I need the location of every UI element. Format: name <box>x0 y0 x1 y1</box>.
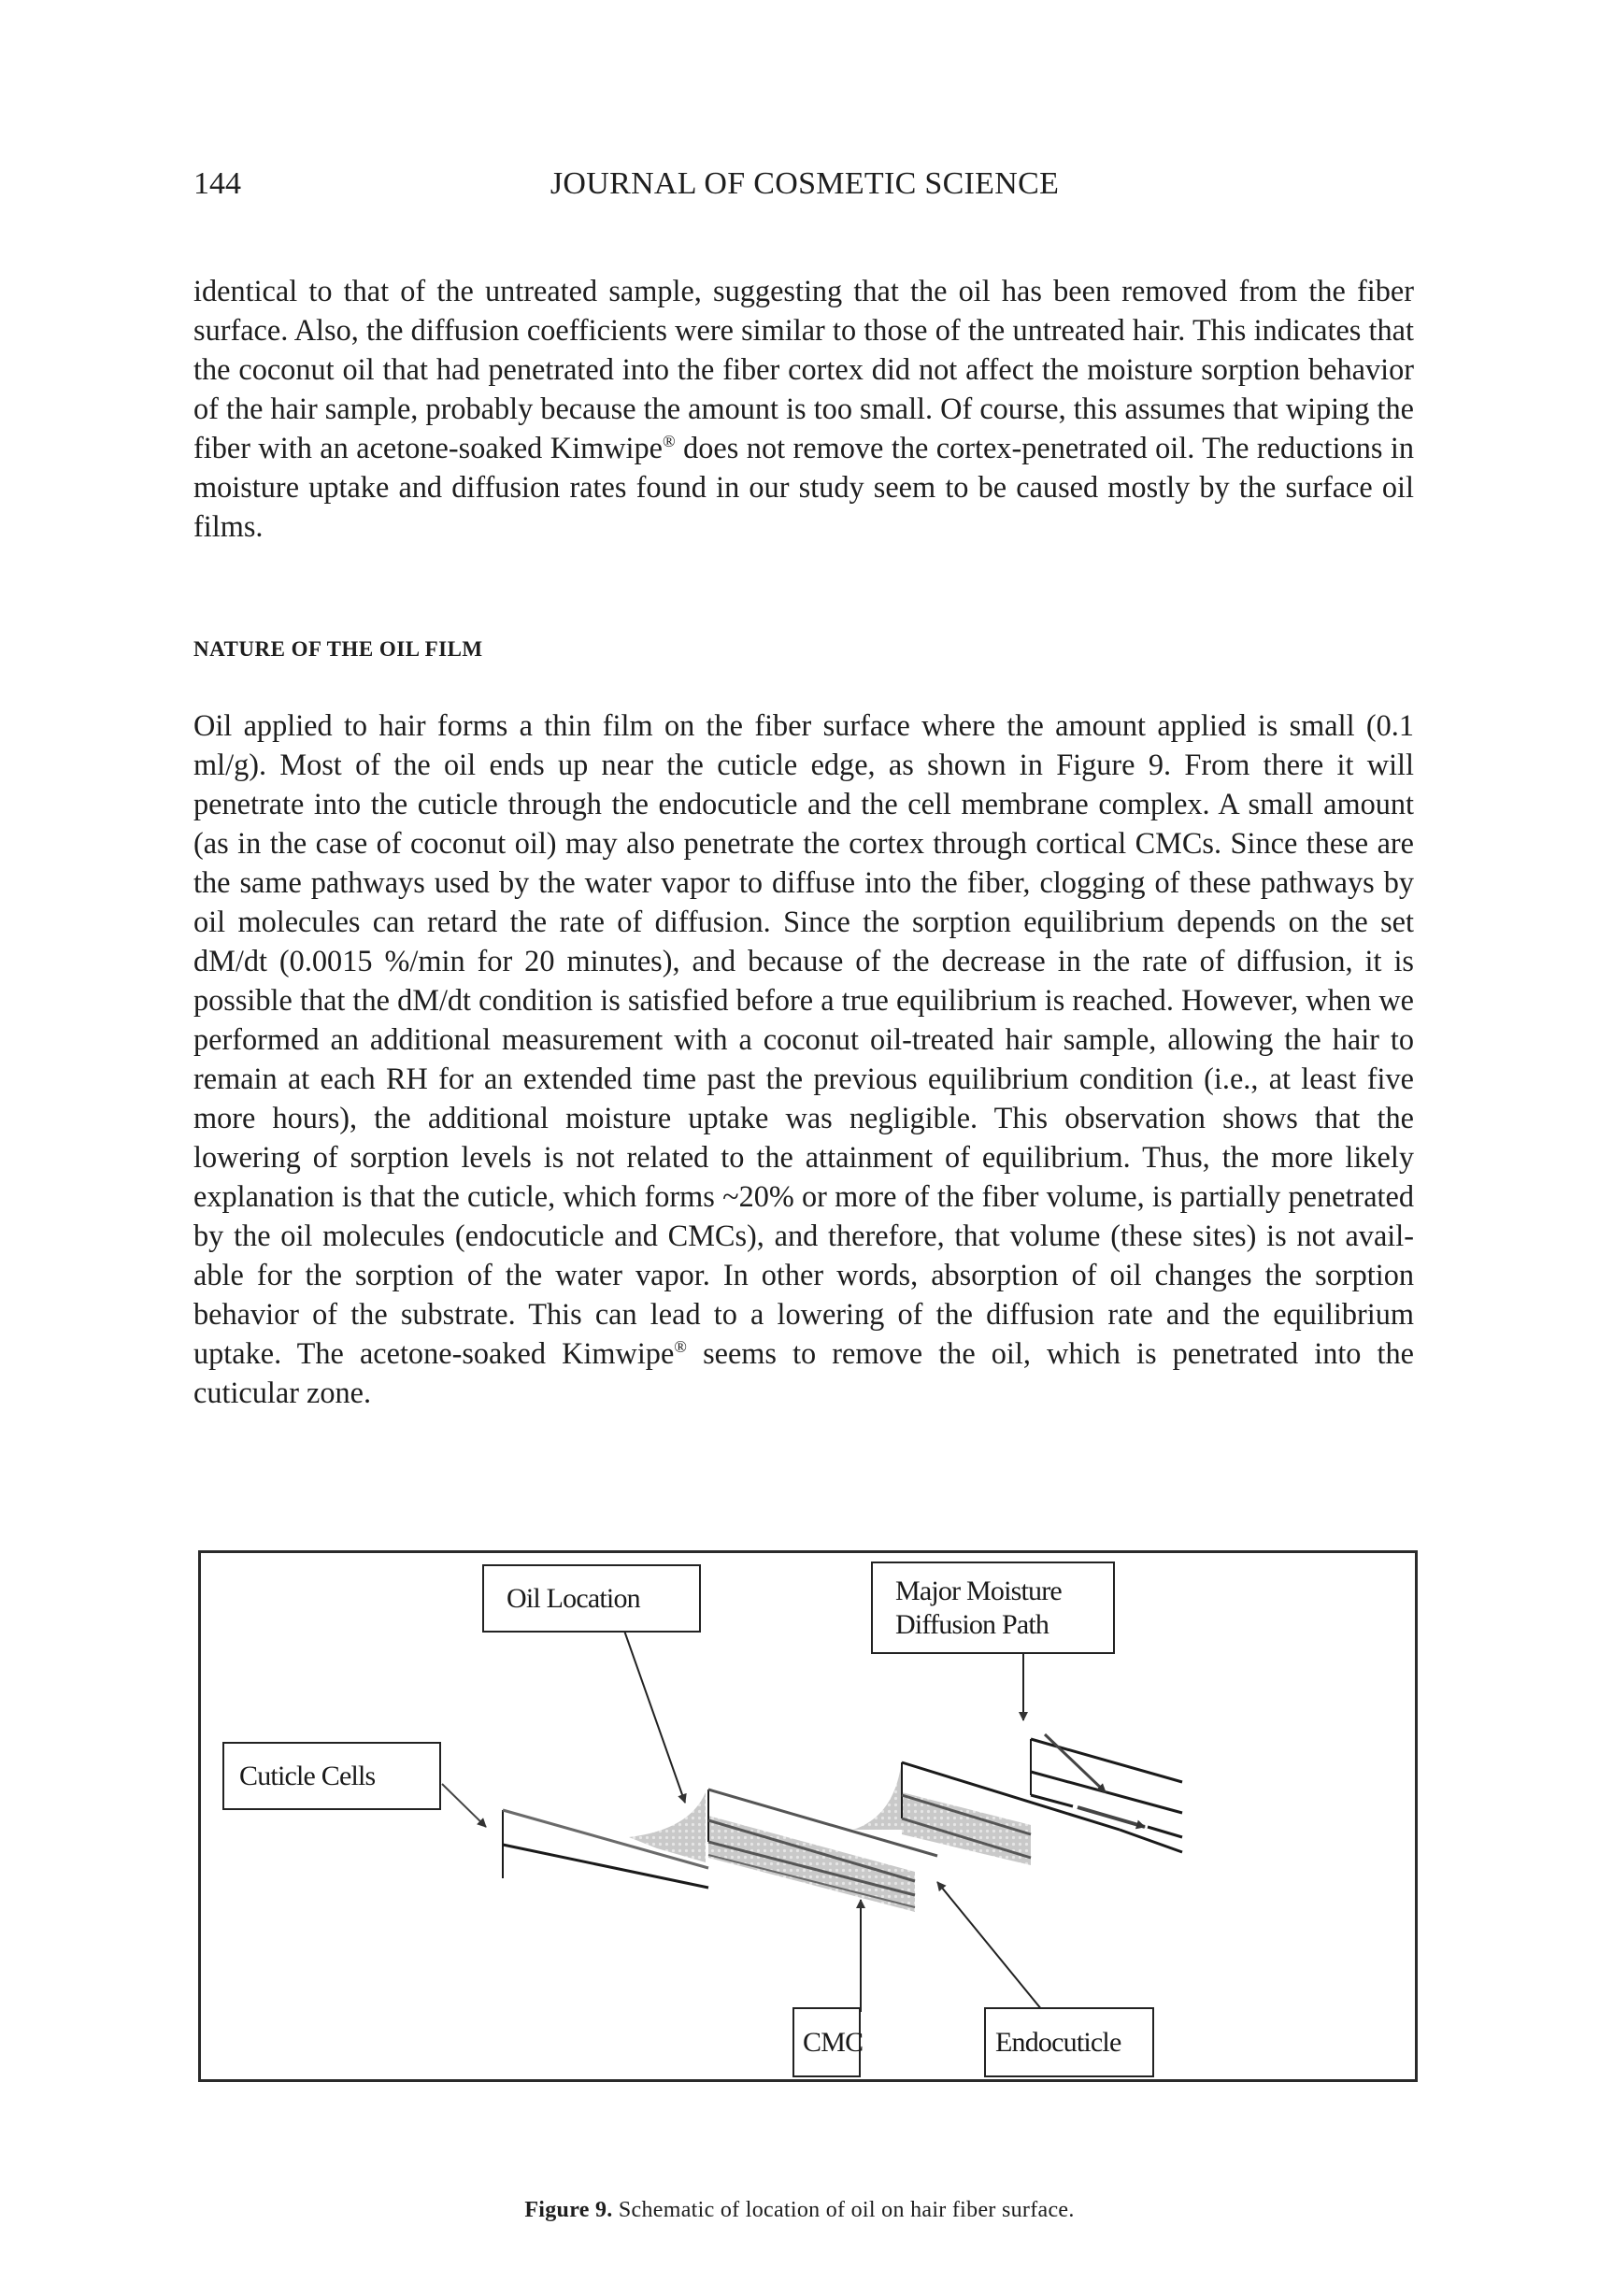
label-cmc <box>792 2007 864 2077</box>
registered-mark: ® <box>674 1337 687 1356</box>
page-number: 144 <box>193 166 241 201</box>
cuticle-cells-arrow <box>442 1784 486 1827</box>
label-major-moisture-diffusion-path <box>871 1562 1115 1654</box>
paragraph-continued <box>193 271 1414 546</box>
paragraph-oil-film <box>193 706 1414 1412</box>
running-header <box>193 166 1414 213</box>
diffusion-arrow <box>1078 1807 1145 1827</box>
label-text: Cuticle Cells <box>239 1760 376 1791</box>
figure-9 <box>198 1550 1418 2082</box>
caption-text: Schematic of location of oil on hair fiber surface. <box>612 2198 1075 2222</box>
label-oil-location <box>482 1564 701 1633</box>
caption-label: Figure 9. <box>524 2198 613 2222</box>
paragraph-text: Oil applied to hair forms a thin film on the fiber surface where the amount applied is small (0.1 ml/g). Most of the oil ends up near the cuticle edge, as shown in Figure 9. From there it will penetrate into the cuticle through the endocuticle and the cell membrane complex. A small amount (as in the case of coconut oil) may also penetrate the cortex through cortical CMCs. Since these are the same pathways used by the water vapor to diffuse into the fiber, clogging of these pathways by oil molecules can retard the rate of diffusion. Since the sorption equilibrium depends on the set dM/dt (0.0015 %/min for 20 minutes), and because of the decrease in the rate of diffusion, it is possible that the dM/dt condition is satisfied before a true equilibrium is reached. However, when we performed an additional measurement with a coconut oil-treated hair sample, allowing the hair to remain at each RH for an extended time past the previous equilibrium condition (i.e., at least five more hours), the additional moisture uptake was negligible. This observation shows that the lowering of sorption levels is not related to the attainment of equilibrium. Thus, the more likely explanation is that the cuticle, which forms ~20% or more of the fiber volume, is partially penetrated by the oil molecules (endocuticle and CMCs), and therefore, that volume (these sites) is not available for the sorption of the water vapor. In other words, absorption of oil changes the sorption behavior of the substrate. This can lead to a lowering of the diffusion rate and the equilibrium uptake. The acetone-soaked Kimwipe <box>193 708 1414 1370</box>
label-text: Endocuticle <box>995 2026 1121 2058</box>
label-text: Oil Location <box>507 1582 640 1614</box>
label-cuticle-cells <box>222 1742 441 1810</box>
oil-meniscus-2 <box>853 1760 902 1830</box>
figure-caption <box>0 2198 1599 2223</box>
paragraph-text: identical to that of the untreated sample, suggesting that the oil has been removed from the fiber surface. Also, the diffusion coefficients were similar to those of the untreated hair. This indicates that the coconut oil that had penetrated into the fiber cortex did not affect the moisture sorption behavior of the hair sample, probably because the amount is too small. Of course, this assumes that wiping the fiber with an acetone-soaked Kimwipe <box>193 274 1414 464</box>
label-text: CMC <box>803 2026 864 2058</box>
label-endocuticle <box>984 2007 1154 2077</box>
paragraph-text: does not remove the cortex-penetrated oil. The reductions in moisture uptake and diffusion rates found in our study seem to be caused mostly by the surface oil films. <box>193 431 1415 543</box>
cuticle-cell-4 <box>1031 1739 1182 1852</box>
hair-fiber-schematic <box>201 1553 1415 2079</box>
cuticle-cell-3 <box>902 1762 1120 1865</box>
oil-location-arrow <box>624 1631 685 1803</box>
label-text-line1: Major Moisture <box>895 1575 1062 1606</box>
section-heading: NATURE OF THE OIL FILM <box>193 637 483 661</box>
label-text-line2: Diffusion Path <box>895 1608 1049 1640</box>
journal-title: JOURNAL OF COSMETIC SCIENCE <box>550 166 1060 201</box>
paragraph-text: seems to remove the oil, which is penetrated into the cuticular zone. <box>193 1336 1414 1409</box>
oil-meniscus-1 <box>629 1792 706 1862</box>
registered-mark: ® <box>662 432 676 450</box>
